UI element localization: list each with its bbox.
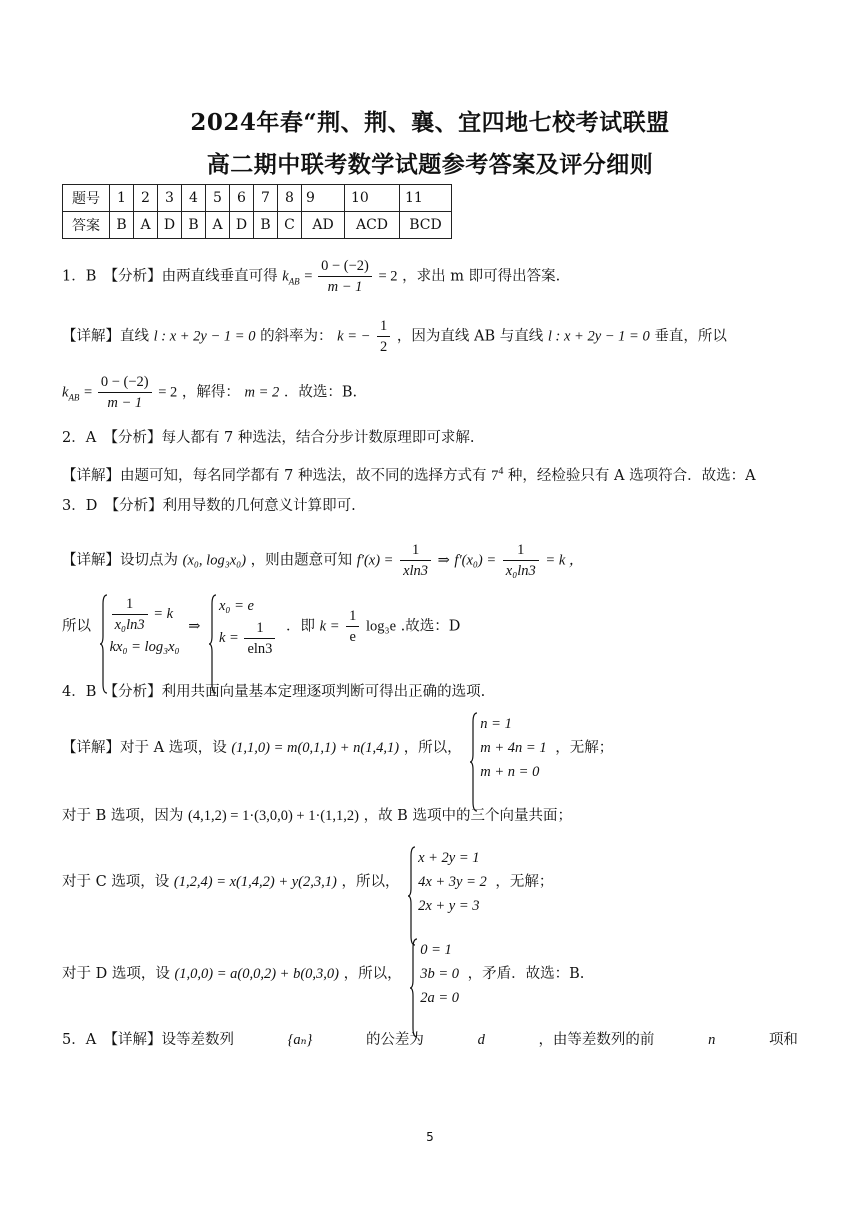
system-row: 0 = 1: [420, 942, 452, 958]
table-cell: 5: [206, 185, 230, 212]
row-fraction: [112, 594, 148, 635]
so-text: 所以: [62, 618, 91, 635]
option-text: 【详解】对于 A 选项，设: [62, 740, 227, 756]
table-cell: B: [254, 212, 278, 239]
option-text: 对于 B 选项，因为: [62, 808, 184, 824]
system-row: m + n = 0: [480, 764, 540, 780]
result-k: k =: [319, 618, 340, 635]
table-cell: D: [158, 212, 182, 239]
so-text: ，所以，: [403, 740, 462, 756]
equation-system: [410, 938, 459, 1010]
fraction-numerator: 0 − (−2): [318, 256, 372, 277]
table-cell: B: [110, 212, 134, 239]
detail-label: 【详解】直线: [62, 328, 149, 345]
fraction-numerator: 1: [112, 594, 148, 615]
fraction-denominator: x₀ln3: [505, 563, 536, 579]
row-label-number: 题号: [63, 185, 110, 212]
fraction-denominator: e: [349, 629, 356, 645]
half-fraction: [377, 316, 390, 357]
table-cell: 9: [302, 185, 345, 212]
document-title-line1: 2024年春“荆、荆、襄、宜四地七校考试联盟: [190, 109, 670, 136]
solve-text: ，解得：: [181, 384, 240, 401]
equation-system: [408, 846, 487, 918]
page-number: 5: [426, 1130, 434, 1144]
line-equation-2: l : x + 2y − 1 = 0: [547, 328, 650, 345]
vector-equation: (1,2,4) = x(1,4,2) + y(2,3,1): [173, 874, 337, 890]
q1-mid-text: ，因为直线 AB 与直线: [396, 328, 544, 345]
m-value: m = 2: [244, 384, 280, 401]
q3-detail-mid: ，则由题意可知: [250, 552, 353, 569]
fraction-numerator: 1: [503, 540, 539, 561]
q2-detail-tail: 种，经检验只有 A 选项符合．故选：A: [507, 467, 756, 484]
line-equation: l : x + 2y − 1 = 0: [153, 328, 256, 345]
q1-detail: [62, 316, 727, 357]
fraction-denominator: x₀ln3: [114, 617, 145, 633]
table-cell: 7: [254, 185, 278, 212]
option-tail: ，矛盾．故选：B.: [467, 966, 585, 982]
q3-detail: [62, 540, 583, 581]
table-cell: C: [278, 212, 302, 239]
fraction-numerator: 1: [244, 618, 275, 639]
result-fraction: [346, 606, 359, 647]
fraction-denominator: m − 1: [327, 279, 363, 295]
implies-arrow: ⇒: [188, 618, 201, 635]
system-row: 3b = 0: [420, 966, 460, 982]
slope-fraction: [318, 256, 372, 297]
q1-analysis-tail: ，求出 m 即可得出答案.: [402, 268, 561, 285]
equation-system: [470, 712, 546, 784]
table-cell: BCD: [400, 212, 452, 239]
document-title-line2: 高二期中联考数学试题参考答案及评分细则: [206, 151, 654, 178]
slope-fraction: [98, 372, 152, 413]
so-text: ，所以，: [341, 874, 400, 890]
option-text: 对于 C 选项，设: [62, 874, 170, 890]
question-number-row: [63, 185, 452, 212]
power-base: 7: [491, 467, 499, 484]
table-cell: B: [182, 212, 206, 239]
result-log: log₃e: [365, 618, 397, 635]
fraction-numerator: 1: [346, 606, 359, 627]
sequence-symbol: {aₙ}: [287, 1032, 313, 1048]
q2-detail: [62, 462, 756, 486]
row-label-answer: 答案: [63, 212, 110, 239]
q5-text: 5．A 【详解】设等差数列: [62, 1032, 234, 1048]
k-equation: k = −: [337, 328, 371, 345]
fraction-denominator: m − 1: [107, 395, 143, 411]
system-row: 2x + y = 3: [418, 898, 480, 914]
q3-system: [62, 594, 460, 659]
brace-icon: [408, 846, 416, 946]
k-subscript: AB: [288, 276, 300, 287]
q2-detail-text: 【详解】由题可知，每名同学都有 7 种选法，故不同的选择方式有: [62, 467, 487, 484]
vector-equation: (4,1,2) = 1·(3,0,0) + 1·(1,1,2): [187, 808, 359, 824]
answer-table: [62, 184, 452, 239]
table-cell: AD: [302, 212, 345, 239]
vector-equation: (1,0,0) = a(0,0,2) + b(0,3,0): [174, 966, 339, 982]
option-tail: ，故 B 选项中的三个向量共面；: [363, 808, 572, 824]
equals-two: = 2: [158, 384, 178, 401]
table-cell: ACD: [345, 212, 400, 239]
system-row: 4x + 3y = 2: [418, 874, 487, 890]
fraction-denominator: 2: [380, 339, 388, 355]
power-exponent: 4: [498, 466, 504, 477]
q1-solve: $k_{AB}$ = $\frac{0 - (-2)}{m - 1}$ = 2 ，解得： m = 2 ．故选：B.: [62, 374, 358, 411]
row-fraction: [244, 618, 275, 659]
q1-analysis-text: 1．B 【分析】由两直线垂直可得: [62, 268, 278, 285]
q3-detail-text: 【详解】设切点为: [62, 552, 178, 569]
brace-icon: [209, 594, 217, 694]
table-cell: 1: [110, 185, 134, 212]
system-row: n = 1: [480, 716, 512, 732]
fraction-numerator: 0 − (−2): [98, 372, 152, 393]
fraction-numerator: 1: [400, 540, 431, 561]
system-row: m + 4n = 1: [480, 740, 547, 756]
result-text: ．即: [286, 618, 316, 635]
equals-two: = 2: [378, 268, 398, 285]
option-tail: ，无解；: [555, 740, 614, 756]
so-text: ，所以，: [343, 966, 402, 982]
q2-analysis: 2．A 【分析】每人都有 7 种选法，结合分步计数原理即可求解.: [62, 430, 475, 446]
derivative-fraction: [400, 540, 431, 581]
q5-text: ，由等差数列的前: [538, 1032, 655, 1048]
tangent-point: (x₀, log₃x₀): [182, 552, 247, 569]
table-cell: 2: [134, 185, 158, 212]
q1-analysis: 1．B 【分析】由两直线垂直可得 $k_{AB}$ = $\frac{0 - (-2)}{m - 1}$ = 2 ，求出 m 即可得出答案.: [62, 258, 561, 295]
k-symbol: k: [282, 268, 289, 285]
equation-system-1: [100, 594, 180, 659]
slope-text: 的斜率为：: [260, 328, 333, 345]
q3-analysis: 3．D 【分析】利用导数的几何意义计算即可.: [62, 498, 356, 514]
n-symbol: n: [708, 1032, 716, 1048]
equals-k: = k ，: [545, 552, 584, 569]
table-cell: 6: [230, 185, 254, 212]
implies-arrow: ⇒: [437, 552, 450, 569]
k-subscript: AB: [68, 392, 80, 403]
q5-text: 项和: [768, 1032, 798, 1048]
derivative: f′(x) =: [356, 552, 394, 569]
table-cell: 3: [158, 185, 182, 212]
common-difference: d: [477, 1032, 485, 1048]
q1-perp-text: 垂直，所以: [654, 328, 727, 345]
option-text: 对于 D 选项，设: [62, 966, 170, 982]
system-row: [219, 618, 277, 659]
q5-detail: [62, 1030, 798, 1050]
q4-option-c: [62, 846, 553, 918]
option-tail: ，无解；: [495, 874, 554, 890]
table-cell: 11: [400, 185, 452, 212]
brace-icon: [100, 594, 108, 694]
q1-conclusion: ．故选：B.: [283, 384, 358, 401]
table-cell: 8: [278, 185, 302, 212]
system-row: 2a = 0: [420, 990, 460, 1006]
derivative-at-point: f′(x₀) =: [454, 552, 497, 569]
q4-analysis: 4．B 【分析】利用共面向量基本定理逐项判断可得出正确的选项.: [62, 684, 486, 700]
system-row: [110, 594, 180, 635]
system-row: x + 2y = 1: [418, 850, 480, 866]
system-row: kx₀ = log₃x₀: [109, 639, 180, 655]
q4-option-a: [62, 712, 613, 784]
vector-equation: (1,1,0) = m(0,1,1) + n(1,4,1): [231, 740, 400, 756]
fraction-denominator: xln3: [403, 563, 429, 579]
result-conclusion: .故选：D: [400, 618, 461, 635]
table-cell: 4: [182, 185, 206, 212]
q4-option-d: [62, 938, 584, 1010]
table-cell: D: [230, 212, 254, 239]
fraction-denominator: eln3: [247, 641, 273, 657]
row-head: k =: [218, 629, 239, 646]
q5-text: 的公差为: [365, 1032, 424, 1048]
row-tail: = k: [153, 605, 174, 622]
brace-icon: [410, 938, 418, 1038]
system-row: x₀ = e: [218, 598, 254, 614]
answer-row: [63, 212, 452, 239]
brace-icon: [470, 712, 478, 812]
table-cell: A: [134, 212, 158, 239]
k-symbol: k: [62, 384, 69, 401]
derivative-fraction-2: [503, 540, 539, 581]
fraction-numerator: 1: [377, 316, 390, 337]
table-cell: 10: [345, 185, 400, 212]
q4-option-b: [62, 806, 572, 826]
equation-system-2: [209, 594, 277, 659]
table-cell: A: [206, 212, 230, 239]
